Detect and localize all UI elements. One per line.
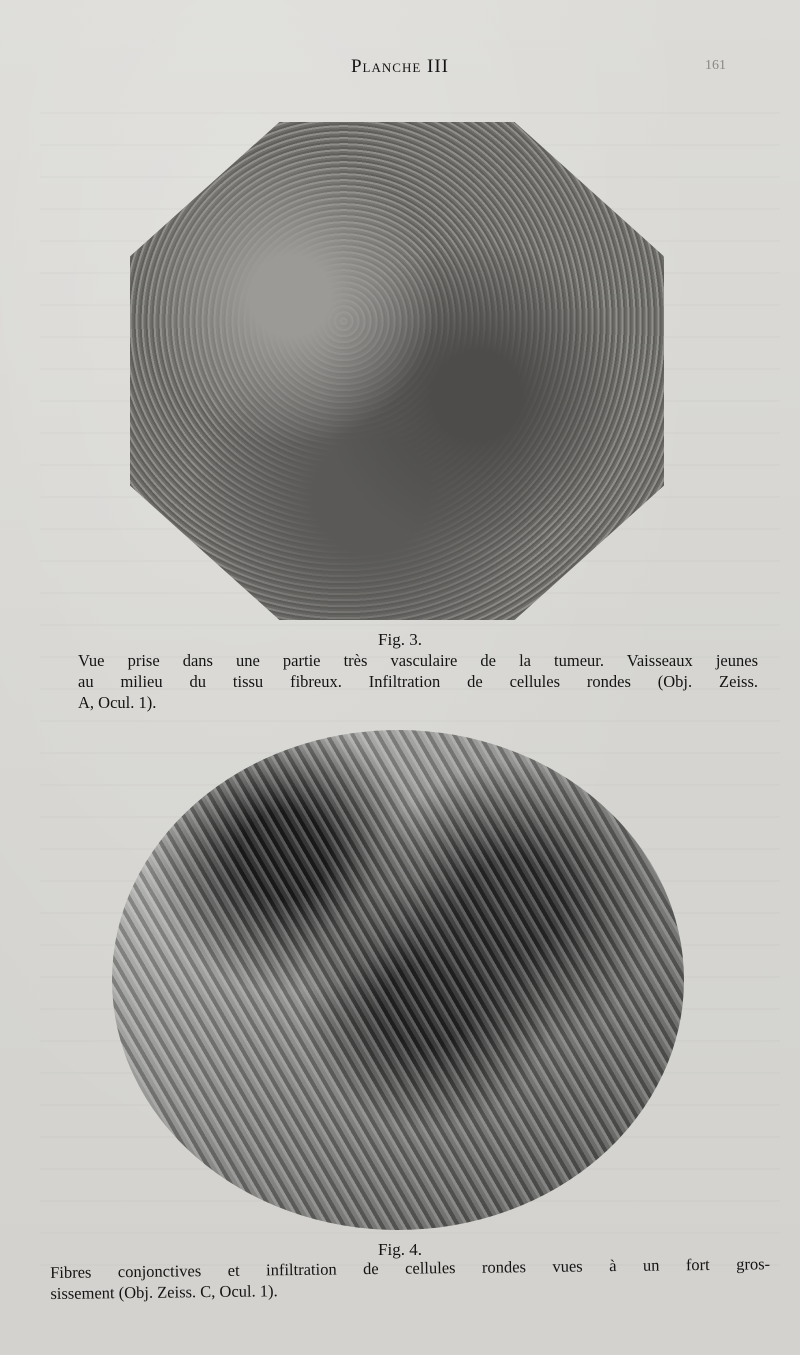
caption-line: Fibres conjonctives et infiltration de cellules rondes vues à un fort gros- — [50, 1254, 771, 1282]
page-number: 161 — [705, 58, 726, 73]
caption-line: A, Ocul. 1). — [78, 693, 157, 712]
caption-line: Vue prise dans une partie très vasculaire de la tumeur. Vaisseaux jeunes — [78, 651, 758, 670]
caption-line: sissement (Obj. Zeiss. C, Ocul. 1). — [50, 1281, 278, 1303]
figure-3-caption — [78, 650, 758, 713]
caption-line: au milieu du tissu fibreux. Infiltration de cellules rondes (Obj. Zeiss. — [78, 672, 758, 691]
figure-3-micrograph — [130, 122, 664, 620]
figure-4-micrograph — [112, 730, 684, 1230]
figure-4-caption — [50, 1253, 770, 1304]
plate-title: Planche III — [350, 56, 449, 77]
figure-4-label: Fig. 4. — [378, 1240, 422, 1259]
figure-3-label: Fig. 3. — [378, 630, 422, 649]
